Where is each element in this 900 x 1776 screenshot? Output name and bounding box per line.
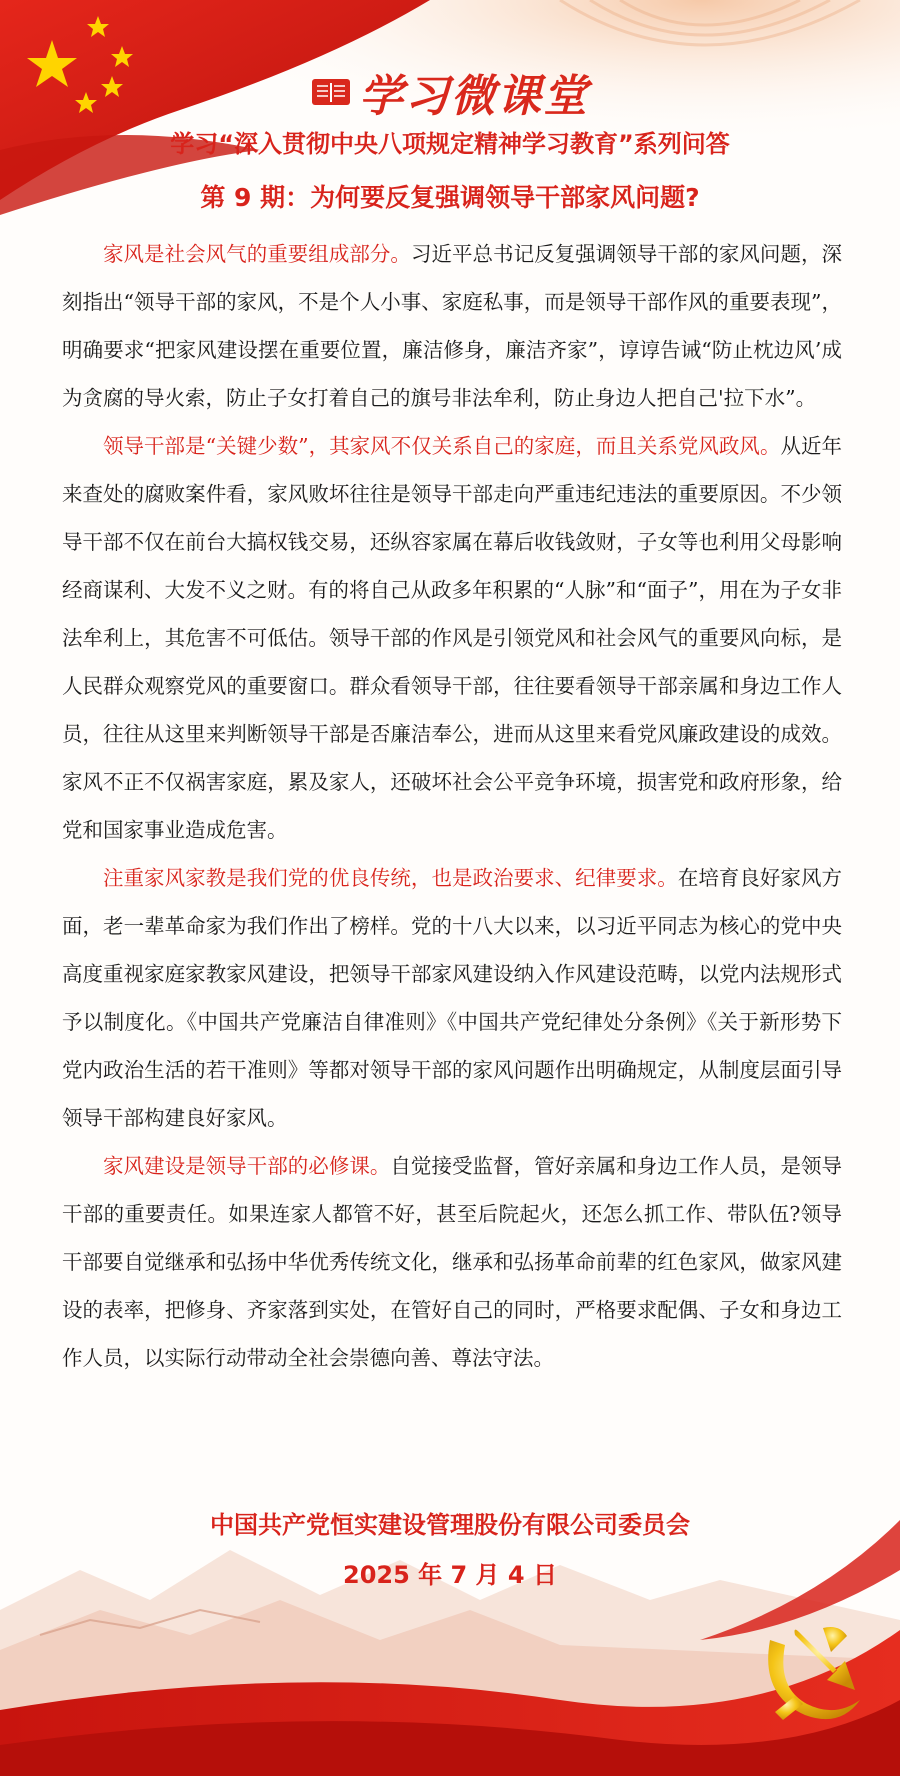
paragraph-1 bbox=[62, 230, 842, 422]
paragraph-3-highlight: 注重家风家教是我们党的优良传统，也是政治要求、纪律要求。 bbox=[103, 866, 678, 890]
footer-organization: 中国共产党恒实建设管理股份有限公司委员会 bbox=[210, 1511, 690, 1539]
paragraph-1-highlight: 家风是社会风气的重要组成部分。 bbox=[103, 242, 411, 266]
paragraph-2-text: 从近年来查处的腐败案件看，家风败坏往往是领导干部走向严重违纪违法的重要原因。不少领导干部不仅在前台大搞权钱交易，还纵容家属在幕后收钱敛财，子女等也利用父母影响经商谋利、大发不义之财。有的将自己从政多年积累的“人脉”和“面子”，用在为子女非法牟利上，其危害不可低估。领导干部的作风是引领党风和社会风气的重要风向标，是人民群众观察党风的重要窗口。群众看领导干部，往往要看领导干部亲属和身边工作人员，往往从这里来判断领导干部是否廉洁奉公，进而从这里来看党风廉政建设的成效。家风不正不仅祸害家庭，累及家人，还破坏社会公平竞争环境，损害党和政府形象，给党和国家事业造成危害。 bbox=[62, 434, 842, 842]
party-emblem-icon bbox=[735, 1600, 885, 1750]
series-subtitle: 学习“深入贯彻中央八项规定精神学习教育”系列问答 bbox=[170, 130, 730, 158]
paragraph-2-highlight: 领导干部是“关键少数”，其家风不仅关系自己的家庭，而且关系党风政风。 bbox=[103, 434, 781, 458]
logo-text: 学习微课堂 bbox=[359, 71, 589, 122]
book-icon bbox=[311, 77, 351, 107]
issue-title: 第 9 期：为何要反复强调领导干部家风问题? bbox=[200, 183, 700, 212]
logo bbox=[0, 60, 900, 124]
paragraph-3 bbox=[62, 854, 842, 1142]
paragraph-2 bbox=[62, 422, 842, 854]
paragraph-3-text: 在培育良好家风方面，老一辈革命家为我们作出了榜样。党的十八大以来，以习近平同志为核心的党中央高度重视家庭家教家风建设，把领导干部家风建设纳入作风建设范畴，以党内法规形式予以制度化。《中国共产党廉洁自律准则》《中国共产党纪律处分条例》《关于新形势下党内政治生活的若干准则》等都对领导干部的家风问题作出明确规定，从制度层面引导领导干部构建良好家风。 bbox=[62, 866, 843, 1130]
paragraph-4 bbox=[62, 1142, 842, 1382]
article-body bbox=[62, 230, 842, 1382]
footer-date: 2025 年 7 月 4 日 bbox=[343, 1561, 557, 1589]
paragraph-1-text: 习近平总书记反复强调领导干部的家风问题，深刻指出“领导干部的家风，不是个人小事、家庭私事，而是领导干部作风的重要表现”，明确要求“把家风建设摆在重要位置，廉洁修身，廉洁齐家”，谆谆告诫“防止枕边风’成为贪腐的导火索，防止子女打着自己的旗号非法牟利，防止身边人把自己'拉下水”。 bbox=[62, 242, 843, 410]
paragraph-4-highlight: 家风建设是领导干部的必修课。 bbox=[103, 1154, 391, 1178]
paragraph-4-text: 自觉接受监督，管好亲属和身边工作人员，是领导干部的重要责任。如果连家人都管不好，甚至后院起火，还怎么抓工作、带队伍?领导干部要自觉继承和弘扬中华优秀传统文化，继承和弘扬革命前辈的红色家风，做家风建设的表率，把修身、齐家落到实处，在管好自己的同时，严格要求配偶、子女和身边工作人员，以实际行动带动全社会崇德向善、尊法守法。 bbox=[62, 1154, 843, 1370]
